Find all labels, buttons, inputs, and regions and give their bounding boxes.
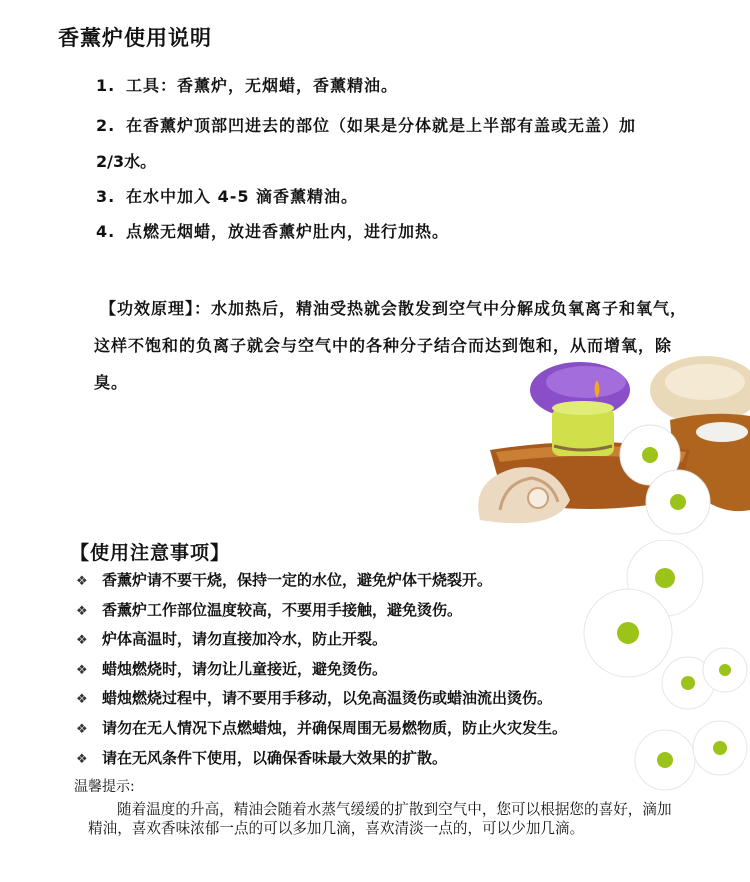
daisy-6 [703, 648, 747, 692]
step-text: 2/3水。 [96, 152, 157, 171]
step-text: 在水中加入 4-5 滴香薰精油。 [126, 187, 359, 206]
step-number: 4. [96, 222, 116, 241]
diamond-bullet-icon: ❖ [76, 574, 88, 589]
diamond-bullet-icon: ❖ [76, 662, 88, 678]
diamond-bullet-icon: ❖ [76, 633, 88, 649]
step-2-continued [96, 149, 156, 172]
diamond-bullet-icon: ❖ [76, 692, 88, 708]
step-3 [96, 184, 358, 207]
step-4 [96, 219, 449, 242]
daisy-2 [646, 470, 710, 534]
step-text: 点燃无烟蜡，放进香薰炉肚内，进行加热。 [126, 222, 450, 241]
list-item: ❖ 香薰炉请不要干烧，保持一定的水位，避免炉体干烧裂开。 [76, 566, 636, 596]
page-title: 香薰炉使用说明 [58, 26, 212, 50]
principle-text: ：水加热后，精油受热就会散发到空气中分解成负氧离子和氧气，这样不饱和的负离子就会与空气中的各种分子结合而达到饱和，从而增氧，除臭。 [94, 299, 688, 392]
list-item: ❖ 蜡烛燃烧时，请勿让儿童接近，避免烫伤。 [76, 655, 636, 685]
tip-label: 温馨提示: [74, 779, 135, 795]
list-item: ❖ 请在无风条件下使用，以确保香味最大效果的扩散。 [76, 744, 636, 774]
spa-illustration [460, 350, 750, 540]
diamond-bullet-icon: ❖ [76, 721, 88, 737]
daisy-8 [693, 721, 747, 775]
step-2 [96, 113, 636, 136]
list-item: ❖ 香薰炉工作部位温度较高，不要用手接触，避免烫伤。 [76, 596, 636, 626]
list-item: ❖ 请勿在无人情况下点燃蜡烛，并确保周围无易燃物质，防止火灾发生。 [76, 714, 636, 744]
step-1 [96, 73, 398, 96]
daisy-7 [635, 730, 695, 790]
list-item: ❖ 蜡烛燃烧过程中，请不要用手移动，以免高温烫伤或蜡油流出烫伤。 [76, 684, 636, 714]
notice-list [76, 566, 636, 773]
step-number: 2. [96, 116, 116, 135]
step-text: 在香薰炉顶部凹进去的部位（如果是分体就是上半部有盖或无盖）加 [126, 116, 637, 135]
notice-title: 【使用注意事项】 [70, 542, 231, 564]
step-text: 工具：香薰炉，无烟蜡，香薰精油。 [126, 76, 399, 95]
step-number: 3. [96, 187, 116, 206]
tip-text: 随着温度的升高，精油会随着水蒸气缓缓的扩散到空气中，您可以根据您的喜好，滴加精油，喜欢香味浓郁一点的可以多加几滴，喜欢清淡一点的，可以少加几滴。 [88, 801, 672, 837]
principle-label: 【功效原理】 [100, 299, 195, 318]
diamond-bullet-icon: ❖ [76, 603, 88, 619]
diamond-bullet-icon: ❖ [76, 751, 88, 767]
step-number: 1. [96, 76, 116, 95]
list-item: ❖ 炉体高温时，请勿直接加冷水，防止开裂。 [76, 625, 636, 655]
